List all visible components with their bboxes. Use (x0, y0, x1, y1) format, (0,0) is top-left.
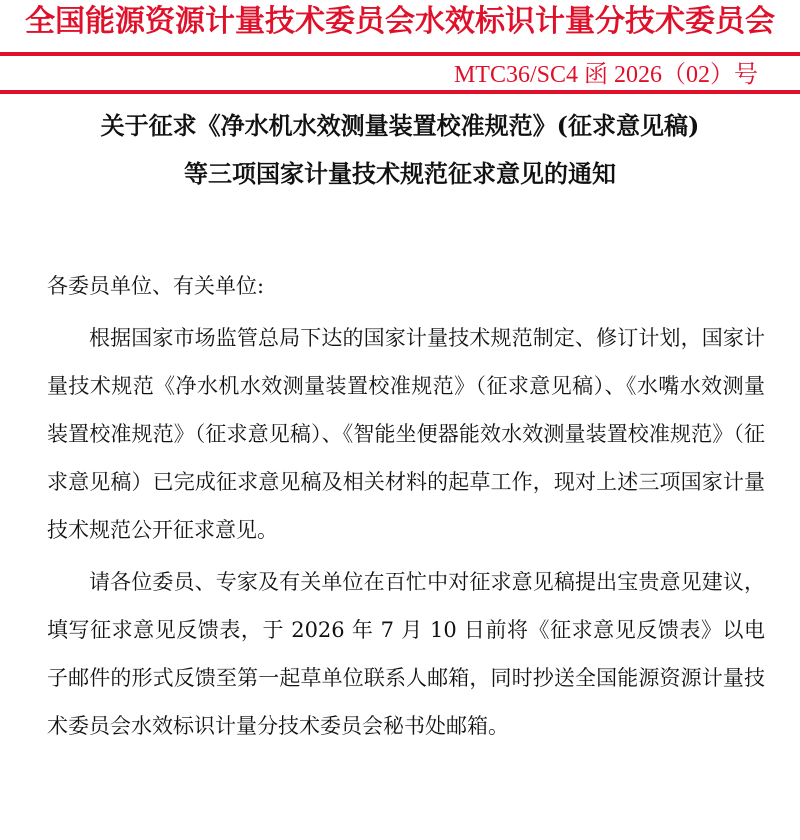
body-paragraph-1: 根据国家市场监管总局下达的国家计量技术规范制定、修订计划，国家计量技术规范《净水机水效测量装置校准规范》（征求意见稿）、《水嘴水效测量装置校准规范》（征求意见稿）、《智能坐便器能效水效测量装置校准规范》（征求意见稿）已完成征求意见稿及相关材料的起草工作，现对上述三项国家计量技术规范公开征求意见。 (47, 326, 765, 542)
header-divider-bottom (0, 90, 800, 94)
document-body (47, 262, 765, 750)
document-title-line-2: 等三项国家计量技术规范征求意见的通知 (184, 159, 616, 188)
issuing-organization-header: 全国能源资源计量技术委员会水效标识计量分技术委员会 (25, 4, 775, 39)
salutation: 各委员单位、有关单位: (47, 274, 265, 298)
header-divider-top (0, 52, 800, 56)
body-paragraph-2: 请各位委员、专家及有关单位在百忙中对征求意见稿提出宝贵意见建议，填写征求意见反馈表，于 2026 年 7 月 10 日前将《征求意见反馈表》以电子邮件的形式反馈至第一起草单位联系人邮箱，同时抄送全国能源资源计量技术委员会水效标识计量分技术委员会秘书处邮箱。 (47, 570, 765, 738)
document-title-line-1: 关于征求《净水机水效测量装置校准规范》(征求意见稿) (100, 111, 700, 140)
document-number: MTC36/SC4 函 2026（02）号 (453, 62, 758, 88)
